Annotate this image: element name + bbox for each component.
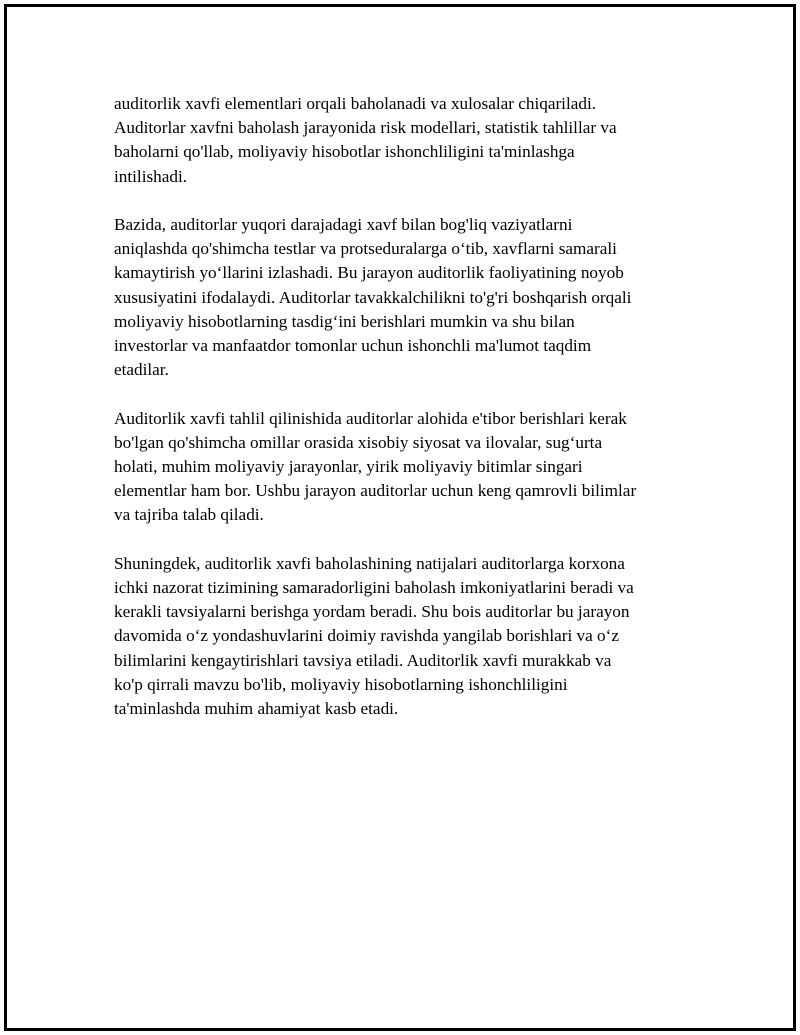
paragraph-line: elementlar ham bor. Ushbu jarayon auditorlar uchun keng qamrovli bilimlar <box>114 481 637 501</box>
paragraph-line: intilishadi. <box>114 166 188 186</box>
paragraph-line: ichki nazorat tizimining samaradorligini baholash imkoniyatlarini beradi va <box>114 578 634 598</box>
paragraph-line: bilimlarini kengaytirishlari tavsiya etiladi. Auditorlik xavfi murakkab va <box>114 650 612 670</box>
paragraph-line: baholarni qo'llab, moliyaviy hisobotlar ishonchliligini ta'minlashga <box>114 142 575 162</box>
paragraph-2 <box>114 213 690 382</box>
document-body <box>114 92 690 745</box>
paragraph-line: ta'minlashda muhim ahamiyat kasb etadi. <box>114 699 399 719</box>
paragraph-line: Bazida, auditorlar yuqori darajadagi xavf bilan bog'liq vaziyatlarni <box>114 215 573 234</box>
paragraph-line: Auditorlar xavfni baholash jarayonida risk modellari, statistik tahlillar va <box>114 118 617 138</box>
paragraph-line: aniqlashda qo'shimcha testlar va protseduralarga o‘tib, xavflarni samarali <box>114 239 617 259</box>
paragraph-line: Shuningdek, auditorlik xavfi baholashining natijalari auditorlarga korxona <box>114 553 625 573</box>
paragraph-3 <box>114 407 690 528</box>
paragraph-line: auditorlik xavfi elementlari orqali baholanadi va xulosalar chiqariladi. <box>114 94 597 113</box>
paragraph-line: investorlar va manfaatdor tomonlar uchun ishonchli ma'lumot taqdim <box>114 336 592 356</box>
paragraph-line: kamaytirish yo‘llarini izlashadi. Bu jarayon auditorlik faoliyatining noyob <box>114 263 624 283</box>
paragraph-line: Auditorlik xavfi tahlil qilinishida auditorlar alohida e'tibor berishlari kerak <box>114 408 627 428</box>
paragraph-line: kerakli tavsiyalarni berishga yordam beradi. Shu bois auditorlar bu jarayon <box>114 602 630 622</box>
paragraph-line: davomida o‘z yondashuvlarini doimiy ravishda yangilab borishlari va o‘z <box>114 626 619 646</box>
paragraph-line: bo'lgan qo'shimcha omillar orasida xisobiy siyosat va ilovalar, sug‘urta <box>114 432 603 452</box>
paragraph-4 <box>114 552 690 721</box>
paragraph-line: etadilar. <box>114 360 169 380</box>
paragraph-line: holati, muhim moliyaviy jarayonlar, yirik moliyaviy bitimlar singari <box>114 457 583 477</box>
paragraph-line: ko'p qirrali mavzu bo'lib, moliyaviy hisobotlarning ishonchliligini <box>114 674 568 694</box>
paragraph-line: va tajriba talab qiladi. <box>114 505 264 525</box>
paragraph-line: xususiyatini ifodalaydi. Auditorlar tavakkalchilikni to'g'ri boshqarish orqali <box>114 287 632 307</box>
paragraph-line: moliyaviy hisobotlarning tasdig‘ini berishlari mumkin va shu bilan <box>114 311 575 331</box>
paragraph-1 <box>114 92 690 189</box>
